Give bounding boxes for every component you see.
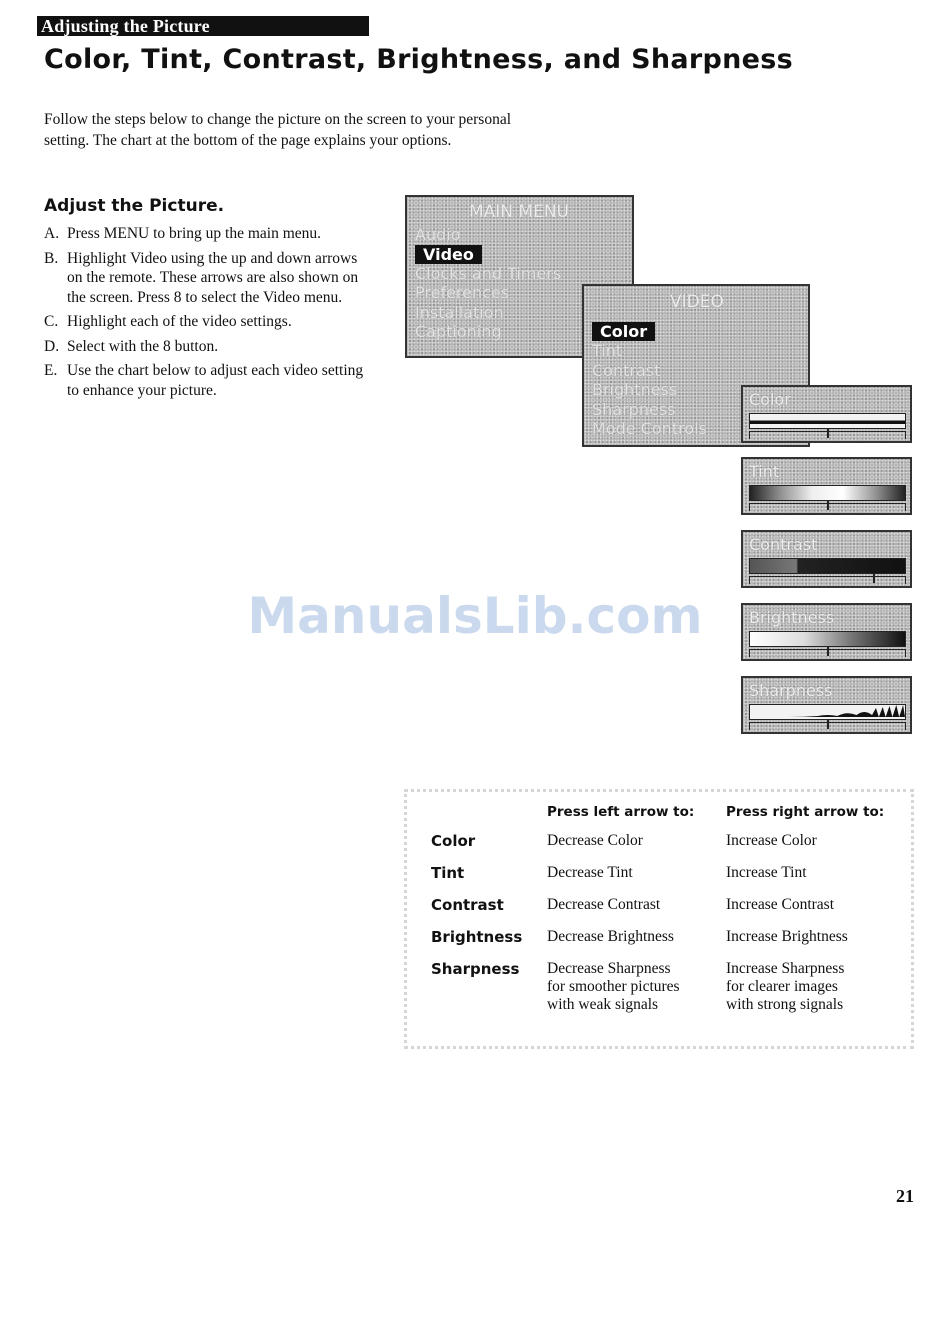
slider-fill [750,632,905,646]
tint-slider-screen [741,457,912,515]
options-table [431,804,896,1028]
sharpness-waveform [750,705,905,719]
step-letter: A. [44,225,60,242]
step-item [44,224,374,244]
setting-name: Contrast [431,896,504,914]
left-action: Decrease Tint [547,864,633,881]
main-menu-item-captioning: Captioning [415,322,502,341]
right-action: Increase Brightness [726,928,848,945]
right-action: Increase Color [726,832,817,849]
table-row [431,864,896,896]
table-header-row [431,804,896,832]
table-row [431,896,896,928]
left-action: Decrease Contrast [547,896,661,913]
slider-track [749,631,906,647]
selected-menu-item: Video [415,245,482,264]
left-action: Decrease Sharpness for smoother pictures with weak signals [547,960,680,1013]
watermark: ManualsLib.com [247,587,703,645]
slider-scale [749,722,906,730]
slider-knob [827,428,829,438]
slider-fill [750,559,905,573]
left-action: Decrease Color [547,832,643,849]
table-row [431,832,896,864]
step-item [44,249,374,308]
right-action: Increase Contrast [726,896,835,913]
slider-track [749,704,906,720]
slider-label: Contrast [749,535,818,554]
slider-label: Sharpness [749,681,833,700]
main-menu-item-video [415,245,561,264]
slider-scale [749,503,906,511]
main-menu-item-clocks: Clocks and Timers [415,263,562,283]
options-chart [404,789,914,1049]
slider-fill [750,414,905,428]
slider-scale [749,649,906,657]
step-text: Use the chart below to adjust each video setting to enhance your picture. [67,362,364,399]
slider-scale [749,431,906,439]
slider-label: Tint [749,462,780,481]
slider-label: Color [749,390,791,409]
header-right-arrow: Press right arrow to: [726,804,885,820]
step-letter: E. [44,362,58,379]
main-menu-item-audio: Audio [415,225,461,244]
slider-knob [873,573,875,583]
slider-knob [827,719,829,729]
step-letter: B. [44,249,59,267]
setting-name: Color [431,832,476,850]
main-menu-item-preferences: Preferences [415,283,510,302]
step-letter: D. [44,337,60,355]
right-action: Increase Sharpness for clearer images with strong signals [726,960,845,1013]
slider-fill [750,486,905,500]
step-text: Highlight Video using the up and down arrows on the remote. These arrows are also shown on the screen. Press 8 to select the Video menu. [67,249,359,306]
slider-scale [749,576,906,584]
table-row [431,928,896,960]
table-row [431,960,896,1028]
video-menu-title: VIDEO [670,292,724,312]
main-menu-title: MAIN MENU [469,202,569,222]
intro-paragraph: Follow the steps below to change the picture on the screen to your personal setting. The chart at the bottom of the page explains your options. [44,111,512,149]
main-menu-item-installation: Installation [415,302,504,322]
procedure-steps [44,224,374,405]
left-action: Decrease Brightness [547,928,674,945]
step-item [44,337,374,357]
step-item [44,312,374,332]
header-left-arrow: Press left arrow to: [547,804,695,820]
brightness-slider-screen [741,603,912,661]
page-title: Color, Tint, Contrast, Brightness, and Sharpness [44,44,794,75]
right-action: Increase Tint [726,864,807,881]
sharpness-slider-screen [741,676,912,734]
setting-name: Tint [431,864,465,882]
slider-track [749,558,906,574]
video-menu-item-color [592,322,707,341]
slider-label: Brightness [749,608,835,627]
video-menu-item-tint: Tint [592,341,623,360]
setting-name: Brightness [431,928,523,946]
page-number: 21 [896,1186,914,1206]
step-item [44,361,374,400]
selected-menu-item: Color [592,322,655,341]
setting-name: Sharpness [431,960,520,978]
slider-knob [827,500,829,510]
slider-knob [827,646,829,656]
video-menu-item-mode-controls: Mode Controls [592,419,707,438]
contrast-slider-screen [741,530,912,588]
video-menu-item-contrast: Contrast [592,360,661,380]
main-menu-list [415,225,561,342]
color-slider-screen [741,385,912,443]
header-blank [431,804,547,832]
step-text: Press MENU to bring up the main menu. [67,225,322,242]
video-menu-item-brightness: Brightness [592,380,678,399]
step-text: Select with the 8 button. [67,337,219,355]
slider-track [749,413,906,429]
step-letter: C. [44,313,59,330]
step-text: Highlight each of the video settings. [67,313,292,330]
slider-track [749,485,906,501]
video-menu-list [592,322,707,439]
section-header-bar: Adjusting the Picture [37,16,369,36]
procedure-heading: Adjust the Picture. [44,196,225,216]
video-menu-item-sharpness: Sharpness [592,399,676,419]
